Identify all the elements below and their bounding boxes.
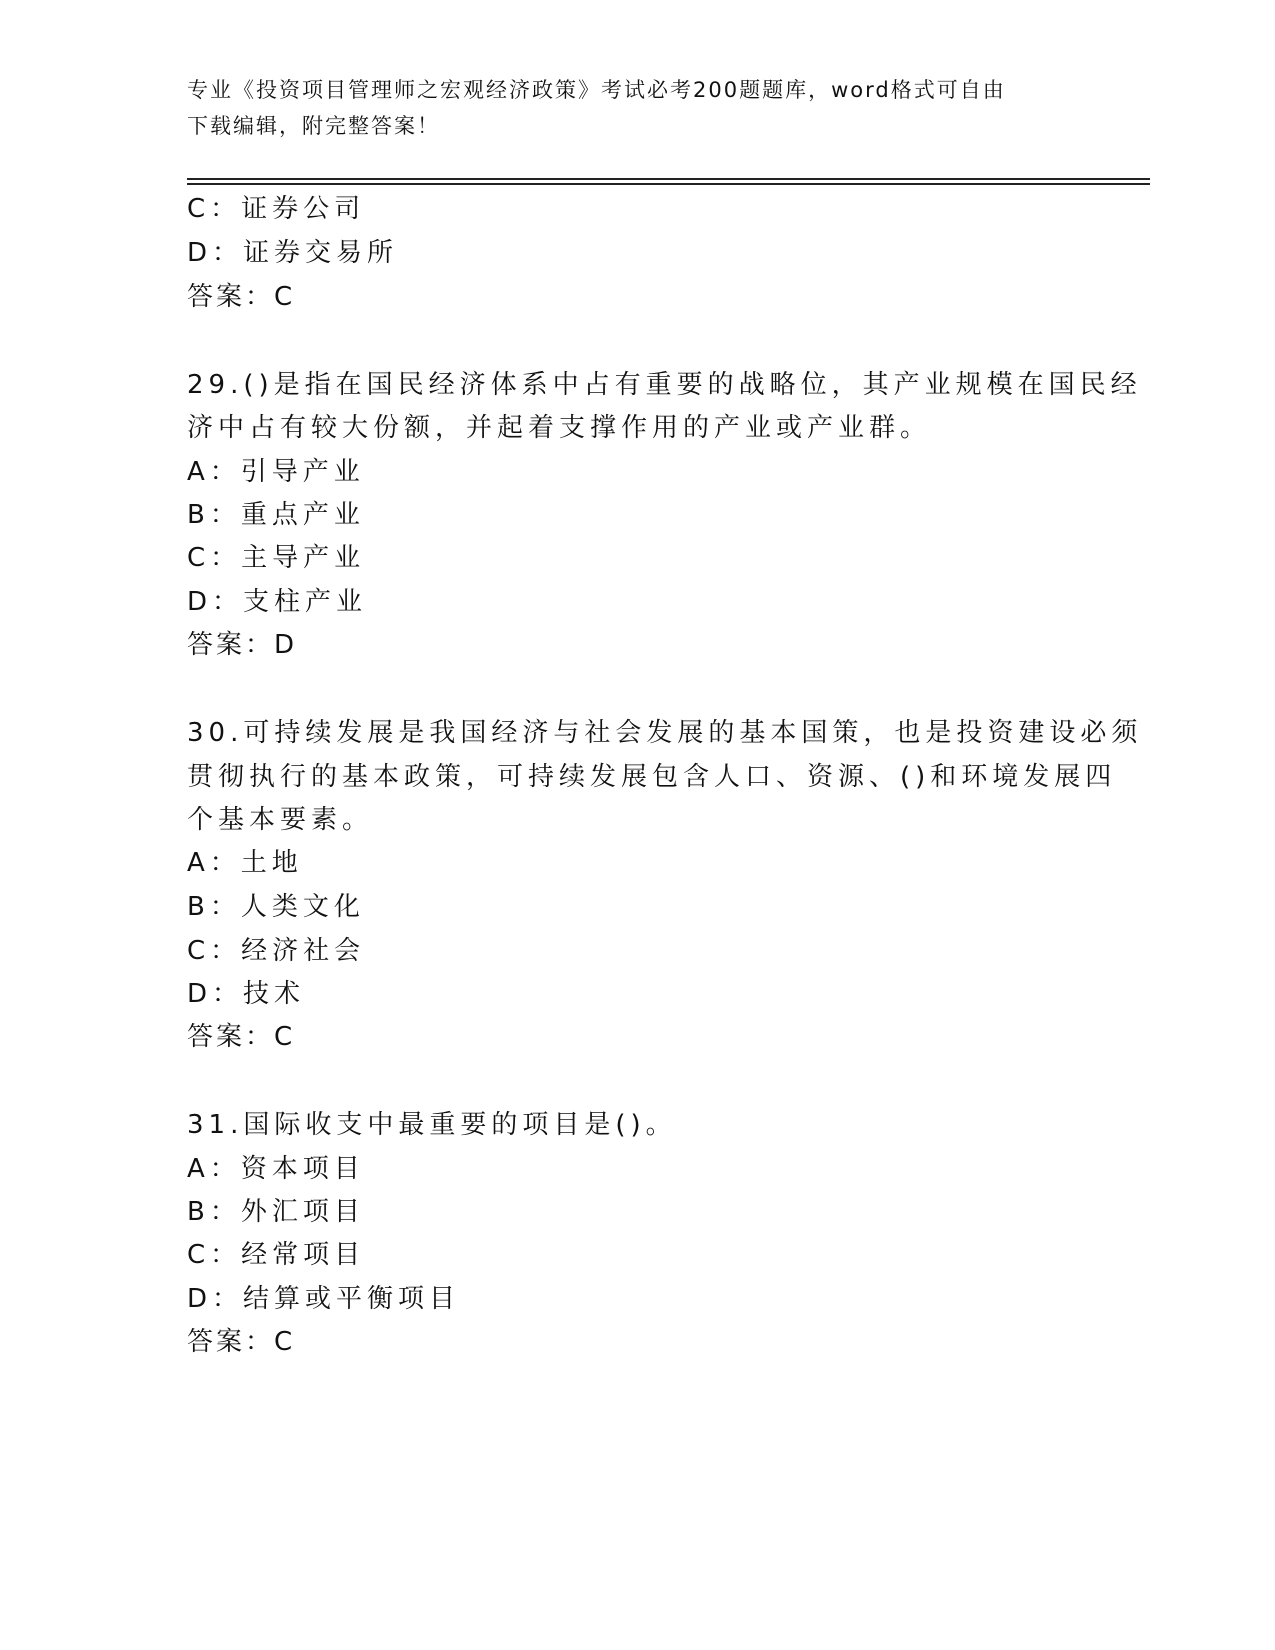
header-divider-bottom bbox=[187, 183, 1150, 185]
q30-option-a: A：土地 bbox=[187, 848, 303, 878]
q30-option-b: B：人类文化 bbox=[187, 892, 365, 922]
q29-option-d: D：支柱产业 bbox=[187, 587, 368, 617]
document-header bbox=[187, 72, 1067, 144]
option-d: D：证券交易所 bbox=[187, 238, 399, 268]
question-29-line-2: 济中占有较大份额，并起着支撑作用的产业或产业群。 bbox=[187, 413, 932, 443]
question-31-line-1: 31.国际收支中最重要的项目是()。 bbox=[187, 1110, 677, 1140]
answer: 答案：C bbox=[187, 282, 296, 312]
q31-option-a: A：资本项目 bbox=[187, 1154, 365, 1184]
q29-option-a: A：引导产业 bbox=[187, 457, 365, 487]
header-line-1: 专业《投资项目管理师之宏观经济政策》考试必考200题题库，word格式可自由 bbox=[187, 78, 1006, 102]
q31-option-c: C：经常项目 bbox=[187, 1240, 366, 1270]
q29-answer: 答案：D bbox=[187, 630, 298, 660]
option-c: C：证券公司 bbox=[187, 194, 366, 224]
q30-answer: 答案：C bbox=[187, 1022, 296, 1052]
q30-option-c: C：经济社会 bbox=[187, 936, 366, 966]
q29-option-b: B：重点产业 bbox=[187, 500, 365, 530]
q31-option-b: B：外汇项目 bbox=[187, 1197, 365, 1227]
q30-option-d: D：技术 bbox=[187, 979, 306, 1009]
header-divider-top bbox=[187, 178, 1150, 180]
q31-answer: 答案：C bbox=[187, 1327, 296, 1357]
question-30-line-2: 贯彻执行的基本政策，可持续发展包含人口、资源、()和环境发展四 bbox=[187, 762, 1117, 792]
question-29-line-1: 29.()是指在国民经济体系中占有重要的战略位，其产业规模在国民经 bbox=[187, 370, 1142, 400]
q31-option-d: D：结算或平衡项目 bbox=[187, 1284, 461, 1314]
header-line-2: 下载编辑，附完整答案！ bbox=[187, 114, 440, 138]
q29-option-c: C：主导产业 bbox=[187, 543, 366, 573]
question-30-line-3: 个基本要素。 bbox=[187, 805, 374, 835]
question-30-line-1: 30.可持续发展是我国经济与社会发展的基本国策，也是投资建设必须 bbox=[187, 718, 1143, 748]
